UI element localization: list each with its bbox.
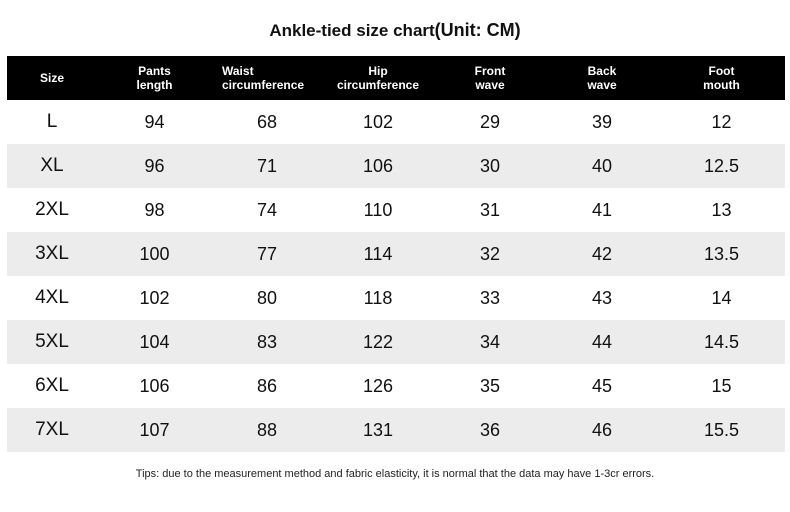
title-unit: (Unit: CM) bbox=[434, 20, 521, 40]
cell-hip: 106 bbox=[362, 155, 394, 176]
cell-waist: 88 bbox=[256, 419, 278, 440]
cell-waist: 86 bbox=[256, 375, 278, 396]
table-row bbox=[7, 364, 785, 408]
cell-hip: 114 bbox=[363, 243, 393, 264]
cell-size: L bbox=[46, 111, 58, 132]
table-row bbox=[7, 232, 785, 276]
table-row bbox=[7, 276, 785, 320]
table-row bbox=[7, 408, 785, 452]
cell-foot-mouth: 12.5 bbox=[703, 155, 740, 176]
cell-size: 6XL bbox=[35, 375, 69, 396]
cell-hip: 131 bbox=[362, 419, 394, 440]
cell-pants-length: 106 bbox=[139, 375, 170, 396]
cell-hip: 122 bbox=[362, 331, 394, 352]
cell-pants-length: 104 bbox=[139, 331, 170, 352]
cell-front-wave: 29 bbox=[479, 111, 501, 132]
table-row bbox=[7, 320, 785, 364]
cell-back-wave: 42 bbox=[591, 243, 613, 264]
cell-pants-length: 107 bbox=[139, 419, 170, 440]
cell-foot-mouth: 14 bbox=[711, 287, 732, 308]
cell-size: 3XL bbox=[35, 243, 69, 264]
cell-waist: 74 bbox=[256, 199, 278, 220]
cell-front-wave: 34 bbox=[479, 331, 501, 352]
cell-waist: 83 bbox=[256, 331, 278, 352]
cell-pants-length: 102 bbox=[139, 287, 170, 308]
cell-front-wave: 36 bbox=[479, 419, 501, 440]
cell-waist: 77 bbox=[256, 243, 278, 264]
cell-pants-length: 94 bbox=[144, 111, 165, 132]
header-size: Size bbox=[39, 71, 64, 85]
cell-waist: 80 bbox=[256, 287, 278, 308]
measurement-tips: Tips: due to the measurement method and fabric elasticity, it is normal that the data may have 1-3cr errors. bbox=[135, 468, 655, 480]
header-foot-mouth: Foot mouth bbox=[703, 64, 740, 92]
cell-foot-mouth: 12 bbox=[711, 111, 732, 132]
title-main: Ankle-tied size chart bbox=[269, 21, 435, 40]
cell-hip: 102 bbox=[362, 111, 394, 132]
size-table bbox=[7, 56, 785, 452]
header-hip-circumference: Hip circumference bbox=[336, 64, 420, 92]
cell-back-wave: 45 bbox=[591, 375, 613, 396]
cell-foot-mouth: 15 bbox=[711, 375, 732, 396]
header-waist-circumference: Waist circumference bbox=[222, 64, 305, 92]
cell-front-wave: 35 bbox=[479, 375, 501, 396]
table-row bbox=[7, 100, 785, 144]
cell-size: 7XL bbox=[35, 419, 69, 440]
cell-foot-mouth: 13.5 bbox=[703, 243, 740, 264]
page-title bbox=[0, 20, 790, 41]
cell-back-wave: 46 bbox=[591, 419, 613, 440]
cell-size: 5XL bbox=[35, 331, 69, 352]
cell-back-wave: 41 bbox=[591, 199, 613, 220]
cell-back-wave: 39 bbox=[591, 111, 613, 132]
cell-foot-mouth: 14.5 bbox=[703, 331, 740, 352]
cell-front-wave: 31 bbox=[479, 199, 501, 220]
cell-back-wave: 44 bbox=[591, 331, 613, 352]
cell-size: 2XL bbox=[35, 199, 69, 220]
cell-pants-length: 98 bbox=[144, 199, 165, 220]
cell-foot-mouth: 13 bbox=[711, 199, 732, 220]
header-pants-length: Pants length bbox=[136, 64, 173, 92]
table-row bbox=[7, 188, 785, 232]
header-front-wave: Front wave bbox=[474, 64, 506, 92]
cell-front-wave: 30 bbox=[479, 155, 501, 176]
table-row bbox=[7, 144, 785, 188]
cell-waist: 68 bbox=[256, 111, 278, 132]
cell-hip: 110 bbox=[363, 199, 393, 220]
cell-pants-length: 96 bbox=[144, 155, 165, 176]
cell-size: 4XL bbox=[35, 287, 69, 308]
cell-pants-length: 100 bbox=[139, 243, 170, 264]
cell-back-wave: 43 bbox=[591, 287, 613, 308]
cell-hip: 118 bbox=[363, 287, 393, 308]
cell-size: XL bbox=[40, 155, 64, 176]
table-header bbox=[7, 56, 785, 100]
cell-hip: 126 bbox=[362, 375, 394, 396]
header-back-wave: Back wave bbox=[587, 64, 617, 92]
cell-waist: 71 bbox=[256, 155, 278, 176]
cell-foot-mouth: 15.5 bbox=[703, 419, 740, 440]
cell-front-wave: 33 bbox=[479, 287, 501, 308]
cell-back-wave: 40 bbox=[591, 155, 613, 176]
cell-front-wave: 32 bbox=[479, 243, 501, 264]
